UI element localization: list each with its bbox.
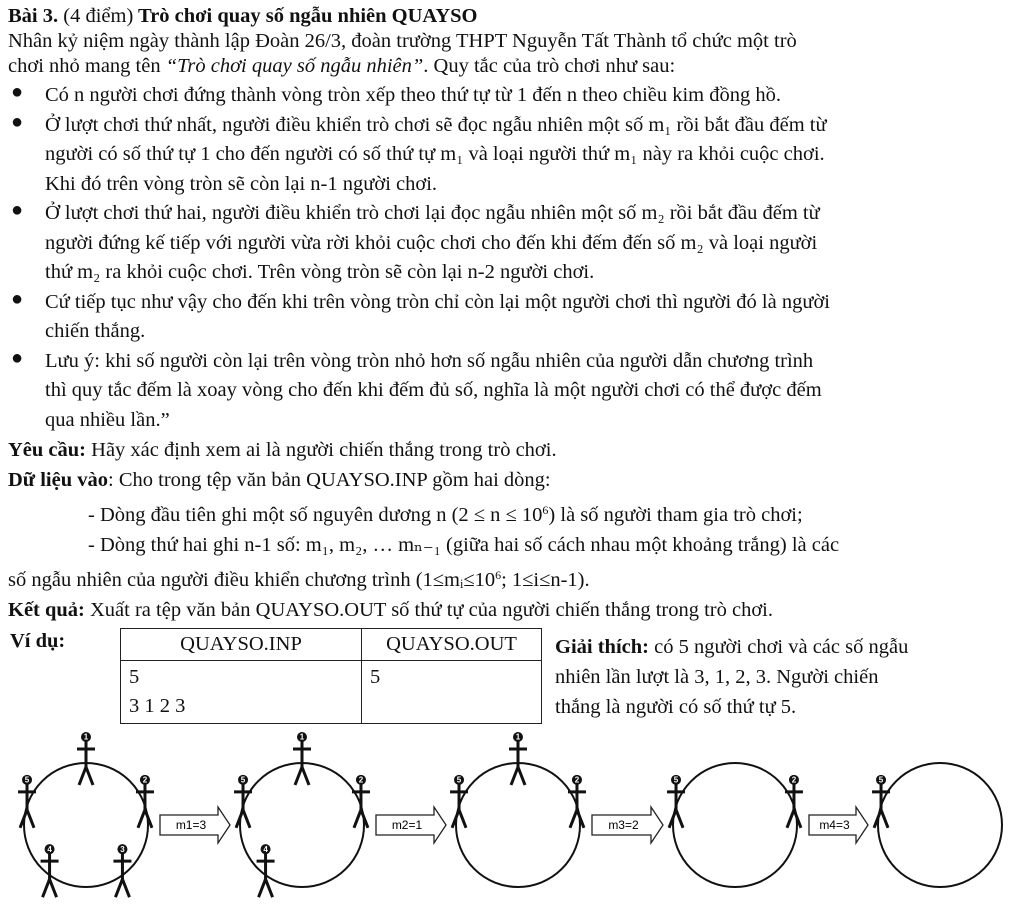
- problem-name: Trò chơi quay số ngẫu nhiên QUAYSO: [138, 5, 478, 27]
- rule-line: Khi đó trên vòng tròn sẽ còn lại n-1 người chơi.: [45, 172, 438, 195]
- player-number: 2: [791, 775, 797, 785]
- rule-item: [8, 347, 1012, 436]
- player-number: 5: [24, 775, 30, 785]
- rule-line: người có số thứ tự 1 cho đến người có số thứ tự m₁ và loại người thứ m₁ này ra khỏi cuộc chơi.: [45, 143, 825, 165]
- step-label: m4=3: [819, 818, 850, 832]
- player-figure: [136, 775, 154, 828]
- player-figure: [450, 775, 468, 828]
- rule-line: Lưu ý: khi số người còn lại trên vòng tròn nhỏ hơn số ngẫu nhiên của người dẫn chương trình: [45, 349, 814, 372]
- step-label: m2=1: [391, 818, 423, 832]
- requirement: Yêu cầu: Hãy xác định xem ai là người chiến thắng trong trò chơi.: [8, 439, 557, 461]
- rule-item: [8, 288, 1012, 347]
- player-figure: [872, 775, 890, 828]
- player-figure: [293, 732, 311, 785]
- bullet-icon: ●: [11, 199, 24, 221]
- player-number: 2: [142, 775, 148, 785]
- step-arrow: [160, 807, 230, 843]
- step-label: m3=2: [608, 818, 639, 832]
- explain-label: Giải thích:: [555, 636, 649, 658]
- step-arrow: [809, 807, 868, 843]
- step-label: m1=3: [175, 818, 207, 832]
- player-number: 5: [456, 775, 462, 785]
- input-value-line: 5: [129, 666, 140, 688]
- input-file-header: QUAYSO.INP: [121, 629, 362, 661]
- game-name-quote: “Trò chơi quay số ngẫu nhiên”: [165, 55, 424, 77]
- player-number: 4: [47, 844, 52, 854]
- output-spec: Kết quả: Xuất ra tệp văn bản QUAYSO.OUT số thứ tự của người chiến thắng trong trò chơi.: [8, 599, 773, 621]
- output-value-line: 5: [370, 666, 381, 688]
- rule-line: Cứ tiếp tục như vậy cho đến khi trên vòng tròn chỉ còn lại một người chơi thì người đó là người: [45, 290, 830, 313]
- step-arrow: [592, 807, 663, 843]
- player-number: 1: [299, 732, 305, 742]
- player-number: 5: [673, 775, 679, 785]
- rule-line: thứ m₂ ra khỏi cuộc chơi. Trên vòng tròn sẽ còn lại n-2 người chơi.: [45, 261, 595, 283]
- player-circle: [456, 763, 580, 887]
- player-circle: [673, 763, 797, 887]
- rule-item: [8, 111, 1012, 200]
- bullet-icon: ●: [11, 81, 24, 103]
- bullet-icon: ●: [11, 346, 24, 369]
- player-number: 5: [240, 775, 246, 785]
- player-number: 1: [83, 732, 89, 742]
- intro-line-2: chơi nhỏ mang tên “Trò chơi quay số ngẫu nhiên”. Quy tắc của trò chơi như sau:: [8, 55, 676, 77]
- player-figure: [509, 732, 527, 785]
- problem-document: [8, 4, 1012, 625]
- input-spec: Dữ liệu vào: Cho trong tệp văn bản QUAYSO.INP gồm hai dòng:: [8, 469, 551, 491]
- step-arrow: [376, 807, 446, 843]
- player-number: 4: [263, 844, 268, 854]
- player-number: 2: [574, 775, 580, 785]
- intro-line-1: Nhân kỷ niệm ngày thành lập Đoàn 26/3, đoàn trường THPT Nguyễn Tất Thành tổ chức một trò: [8, 30, 797, 52]
- rule-line: thì quy tắc đếm là xoay vòng cho đến khi đếm đủ số, nghĩa là một người chơi có thể được đếm: [45, 379, 822, 401]
- bullet-icon: ●: [11, 110, 24, 133]
- input-line-2: - Dòng thứ hai ghi n-1 số: m₁, m₂, … mₙ₋₁ (giữa hai số cách nhau một khoảng trắng) là các: [88, 534, 840, 556]
- player-circle: [240, 763, 364, 887]
- player-number: 1: [515, 732, 521, 742]
- problem-title: [8, 4, 1012, 29]
- rule-line: Ở lượt chơi thứ nhất, người điều khiển trò chơi sẽ đọc ngẫu nhiên một số m₁ rồi bắt đầu đếm từ: [45, 113, 827, 136]
- input-line-3: số ngẫu nhiên của người điều khiển chương trình ($1\le mᵢ\le 10^6$; 1≤i≤n-1).: [8, 568, 590, 591]
- player-figure: [18, 775, 36, 828]
- elimination-diagram: [0, 722, 1024, 912]
- rule-item: [8, 81, 1012, 111]
- input-cell: [121, 661, 362, 724]
- player-number: 2: [358, 775, 364, 785]
- example-explanation: Giải thích: có 5 người chơi và các số ngẫu nhiên lần lượt là 3, 1, 2, 3. Người chiến thắng là người có số thứ tự 5.: [555, 636, 909, 718]
- player-figure: [234, 775, 252, 828]
- player-figure: [568, 775, 586, 828]
- rule-line: Có n người chơi đứng thành vòng tròn xếp theo thứ tự từ 1 đến n theo chiều kim đồng hồ.: [45, 84, 781, 106]
- player-circle: [878, 763, 1002, 887]
- output-cell: [362, 661, 542, 724]
- player-number: 5: [878, 775, 884, 785]
- example-table: [120, 628, 542, 724]
- player-figure: [785, 775, 803, 828]
- bullet-icon: ●: [11, 287, 24, 310]
- rule-item: [8, 199, 1012, 288]
- problem-label: Bài 3.: [8, 5, 59, 27]
- rule-line: chiến thắng.: [45, 320, 146, 342]
- rules-list: [8, 81, 1012, 435]
- example-label: Ví dụ:: [10, 630, 66, 652]
- problem-points: (4 điểm): [63, 5, 134, 27]
- rule-line: người đứng kế tiếp với người vừa rời khỏi cuộc chơi cho đến khi đếm đến số m₂ và loại người: [45, 231, 818, 254]
- player-circle: [24, 763, 148, 887]
- rule-line: qua nhiều lần.”: [45, 408, 170, 431]
- player-figure: [667, 775, 685, 828]
- output-file-header: QUAYSO.OUT: [362, 629, 542, 661]
- player-figure: [352, 775, 370, 828]
- input-line-1: - Dòng đầu tiên ghi một số nguyên dương n $(2 \le n \le 10^6)$ là số người tham gia trò chơi;: [88, 503, 803, 526]
- rule-line: Ở lượt chơi thứ hai, người điều khiển trò chơi lại đọc ngẫu nhiên một số m₂ rồi bắt đầu đếm từ: [45, 202, 820, 224]
- player-figure: [77, 732, 95, 785]
- player-number: 3: [120, 844, 125, 854]
- input-value-line: 3 1 2 3: [129, 695, 186, 717]
